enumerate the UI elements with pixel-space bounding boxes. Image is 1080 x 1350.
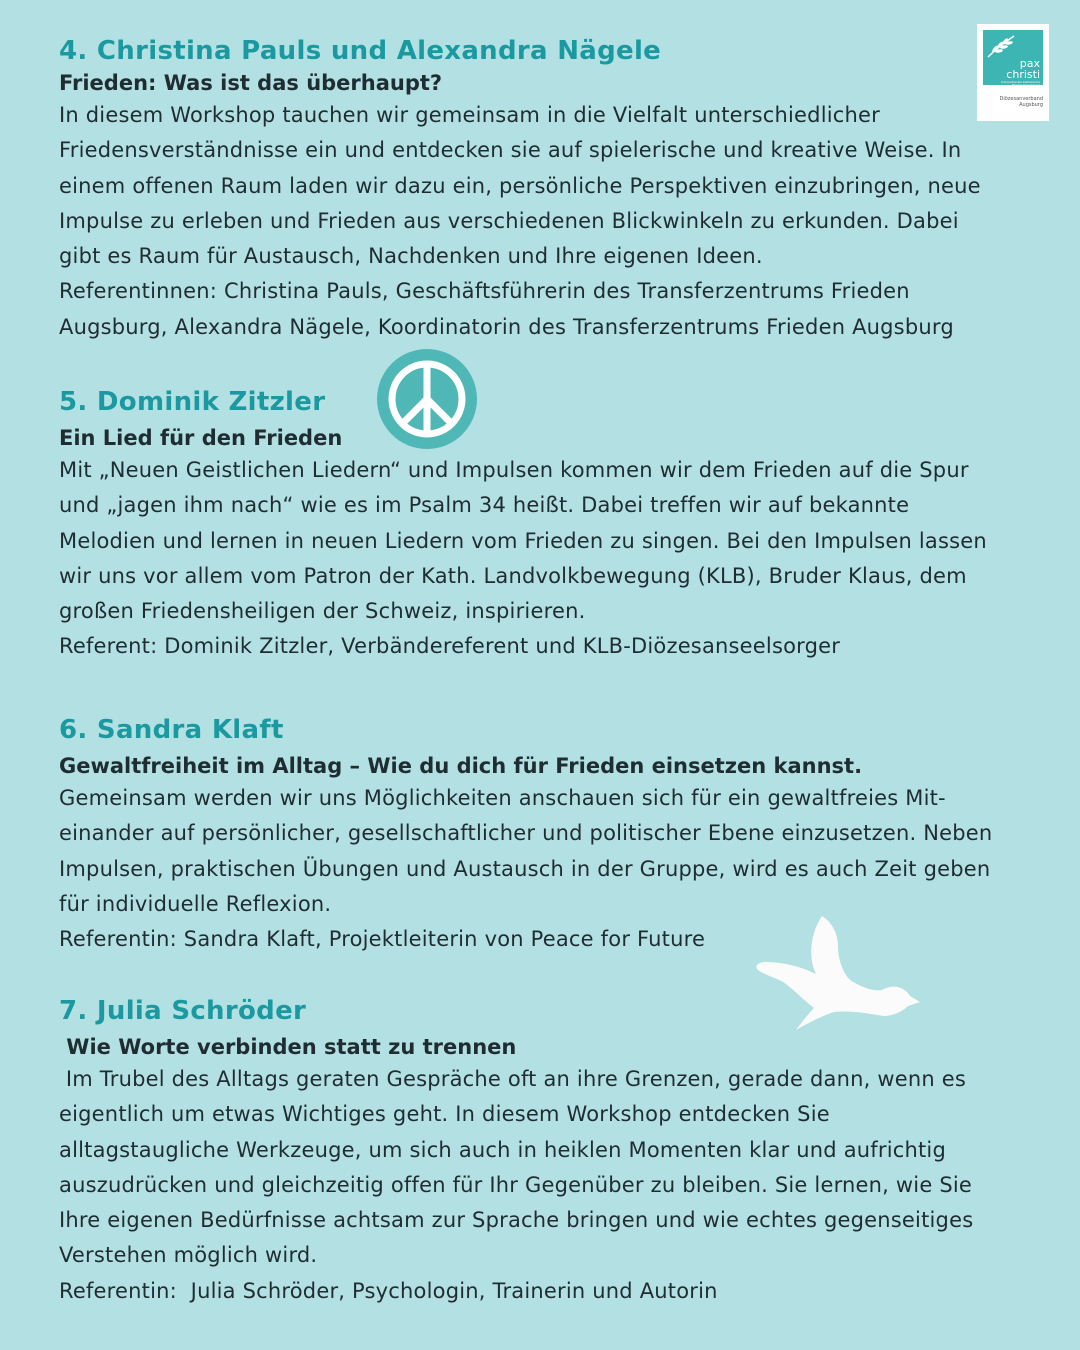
workshop-4-description [59, 98, 1034, 345]
workshop-4-line: In diesem Workshop tauchen wir gemeinsam in die Vielfalt unterschiedlicher [59, 103, 880, 127]
pax-christi-logo [977, 24, 1049, 121]
workshop-7-line: auszudrücken und gleichzeitig offen für Ihr Gegenüber zu bleiben. Sie lernen, wie Sie [59, 1172, 973, 1197]
workshop-4 [59, 34, 1034, 345]
dove-icon [752, 912, 924, 1032]
workshop-5-heading: 5. Dominik Zitzler [59, 387, 326, 417]
workshop-7-line: Verstehen möglich wird. [59, 1243, 318, 1268]
workshop-5-line: und „jagen ihm nach“ wie es im Psalm 34 heißt. Dabei treffen wir auf bekannte [59, 493, 910, 518]
workshop-7-speaker: Referentin: Julia Schröder, Psychologin, Trainerin und Autorin [59, 1278, 718, 1303]
workshop-7-line: Ihre eigenen Bedürfnisse achtsam zur Sprache bringen und wie echtes gegenseitiges [59, 1208, 974, 1233]
workshop-6-heading: 6. Sandra Klaft [59, 715, 284, 745]
logo-wordmark [1006, 58, 1040, 80]
workshop-6-line: für individuelle Reflexion. [59, 891, 332, 916]
peace-symbol-icon [376, 348, 478, 450]
logo-line1: pax [1019, 57, 1040, 70]
workshop-7-heading: 7. Julia Schröder [59, 996, 307, 1026]
logo-region [993, 96, 1043, 108]
workshop-5 [59, 385, 1034, 665]
workshop-4-line: Friedensverständnisse ein und entdecken sie auf spielerische und kreative Weise. In [59, 138, 962, 163]
workshop-4-speakers-cont: Augsburg, Alexandra Nägele, Koordinatorin des Transferzentrums Frieden Augsburg [59, 314, 954, 339]
workshop-7-subtitle: Wie Worte verbinden statt zu trennen [59, 1035, 517, 1059]
workshop-7-line: eigentlich um etwas Wichtiges geht. In diesem Workshop entdecken Sie [59, 1102, 830, 1127]
logo-top-panel [983, 30, 1043, 85]
workshop-6-line: Gemeinsam werden wir uns Möglichkeiten anschauen sich für ein gewaltfreies Mit- [59, 786, 946, 810]
workshop-4-subtitle: Frieden: Was ist das überhaupt? [59, 71, 443, 95]
workshop-4-line: Impulse zu erleben und Frieden aus verschiedenen Blickwinkeln zu erkunden. Dabei [59, 208, 959, 233]
workshop-4-line: einem offenen Raum laden wir dazu ein, persönliche Perspektiven einzubringen, neue [59, 173, 981, 198]
workshop-6-line: einander auf persönlicher, gesellschaftlicher und politischer Ebene einzusetzen. Neben [59, 821, 993, 846]
workshop-5-subtitle: Ein Lied für den Frieden [59, 426, 343, 450]
workshop-5-line: Melodien und lernen in neuen Liedern vom Frieden zu singen. Bei den Impulsen lassen [59, 528, 987, 553]
workshop-6-subtitle: Gewaltfreiheit im Alltag – Wie du dich für Frieden einsetzen kannst. [59, 754, 863, 778]
workshop-5-speaker: Referent: Dominik Zitzler, Verbändereferent und KLB-Diözesanseelsorger [59, 634, 841, 659]
logo-region-line2: Augsburg [1019, 102, 1043, 108]
workshop-7-line: alltagstaugliche Werkzeuge, um sich auch in heiklen Momenten klar und aufrichtig [59, 1137, 946, 1162]
workshop-7-description [59, 1062, 1034, 1309]
workshop-5-line: wir uns vor allem vom Patron der Kath. Landvolkbewegung (KLB), Bruder Klaus, dem [59, 563, 967, 588]
olive-branch-icon [986, 33, 1016, 59]
logo-line2: christi [1006, 68, 1040, 81]
workshop-5-description [59, 453, 1034, 665]
logo-tagline: Internationale katholische Friedensbewegung [1000, 80, 1040, 87]
logo-region-line1: Diözesanverband [999, 96, 1043, 102]
workshop-7 [59, 994, 1034, 1309]
workshop-5-line: Mit „Neuen Geistlichen Liedern“ und Impulsen kommen wir dem Frieden auf die Spur [59, 458, 969, 482]
workshop-4-speakers: Referentinnen: Christina Pauls, Geschäftsführerin des Transferzentrums Frieden [59, 279, 910, 304]
workshop-4-heading: 4. Christina Pauls und Alexandra Nägele [59, 36, 662, 66]
workshop-5-line: großen Friedensheiligen der Schweiz, inspirieren. [59, 599, 586, 624]
workshop-7-line: Im Trubel des Alltags geraten Gespräche oft an ihre Grenzen, gerade dann, wenn es [59, 1067, 967, 1091]
workshop-6-line: Impulsen, praktischen Übungen und Austausch in der Gruppe, wird es auch Zeit geben [59, 856, 991, 881]
workshop-4-line: gibt es Raum für Austausch, Nachdenken und Ihre eigenen Ideen. [59, 244, 763, 269]
workshop-6-speaker: Referentin: Sandra Klaft, Projektleiterin von Peace for Future [59, 927, 706, 952]
